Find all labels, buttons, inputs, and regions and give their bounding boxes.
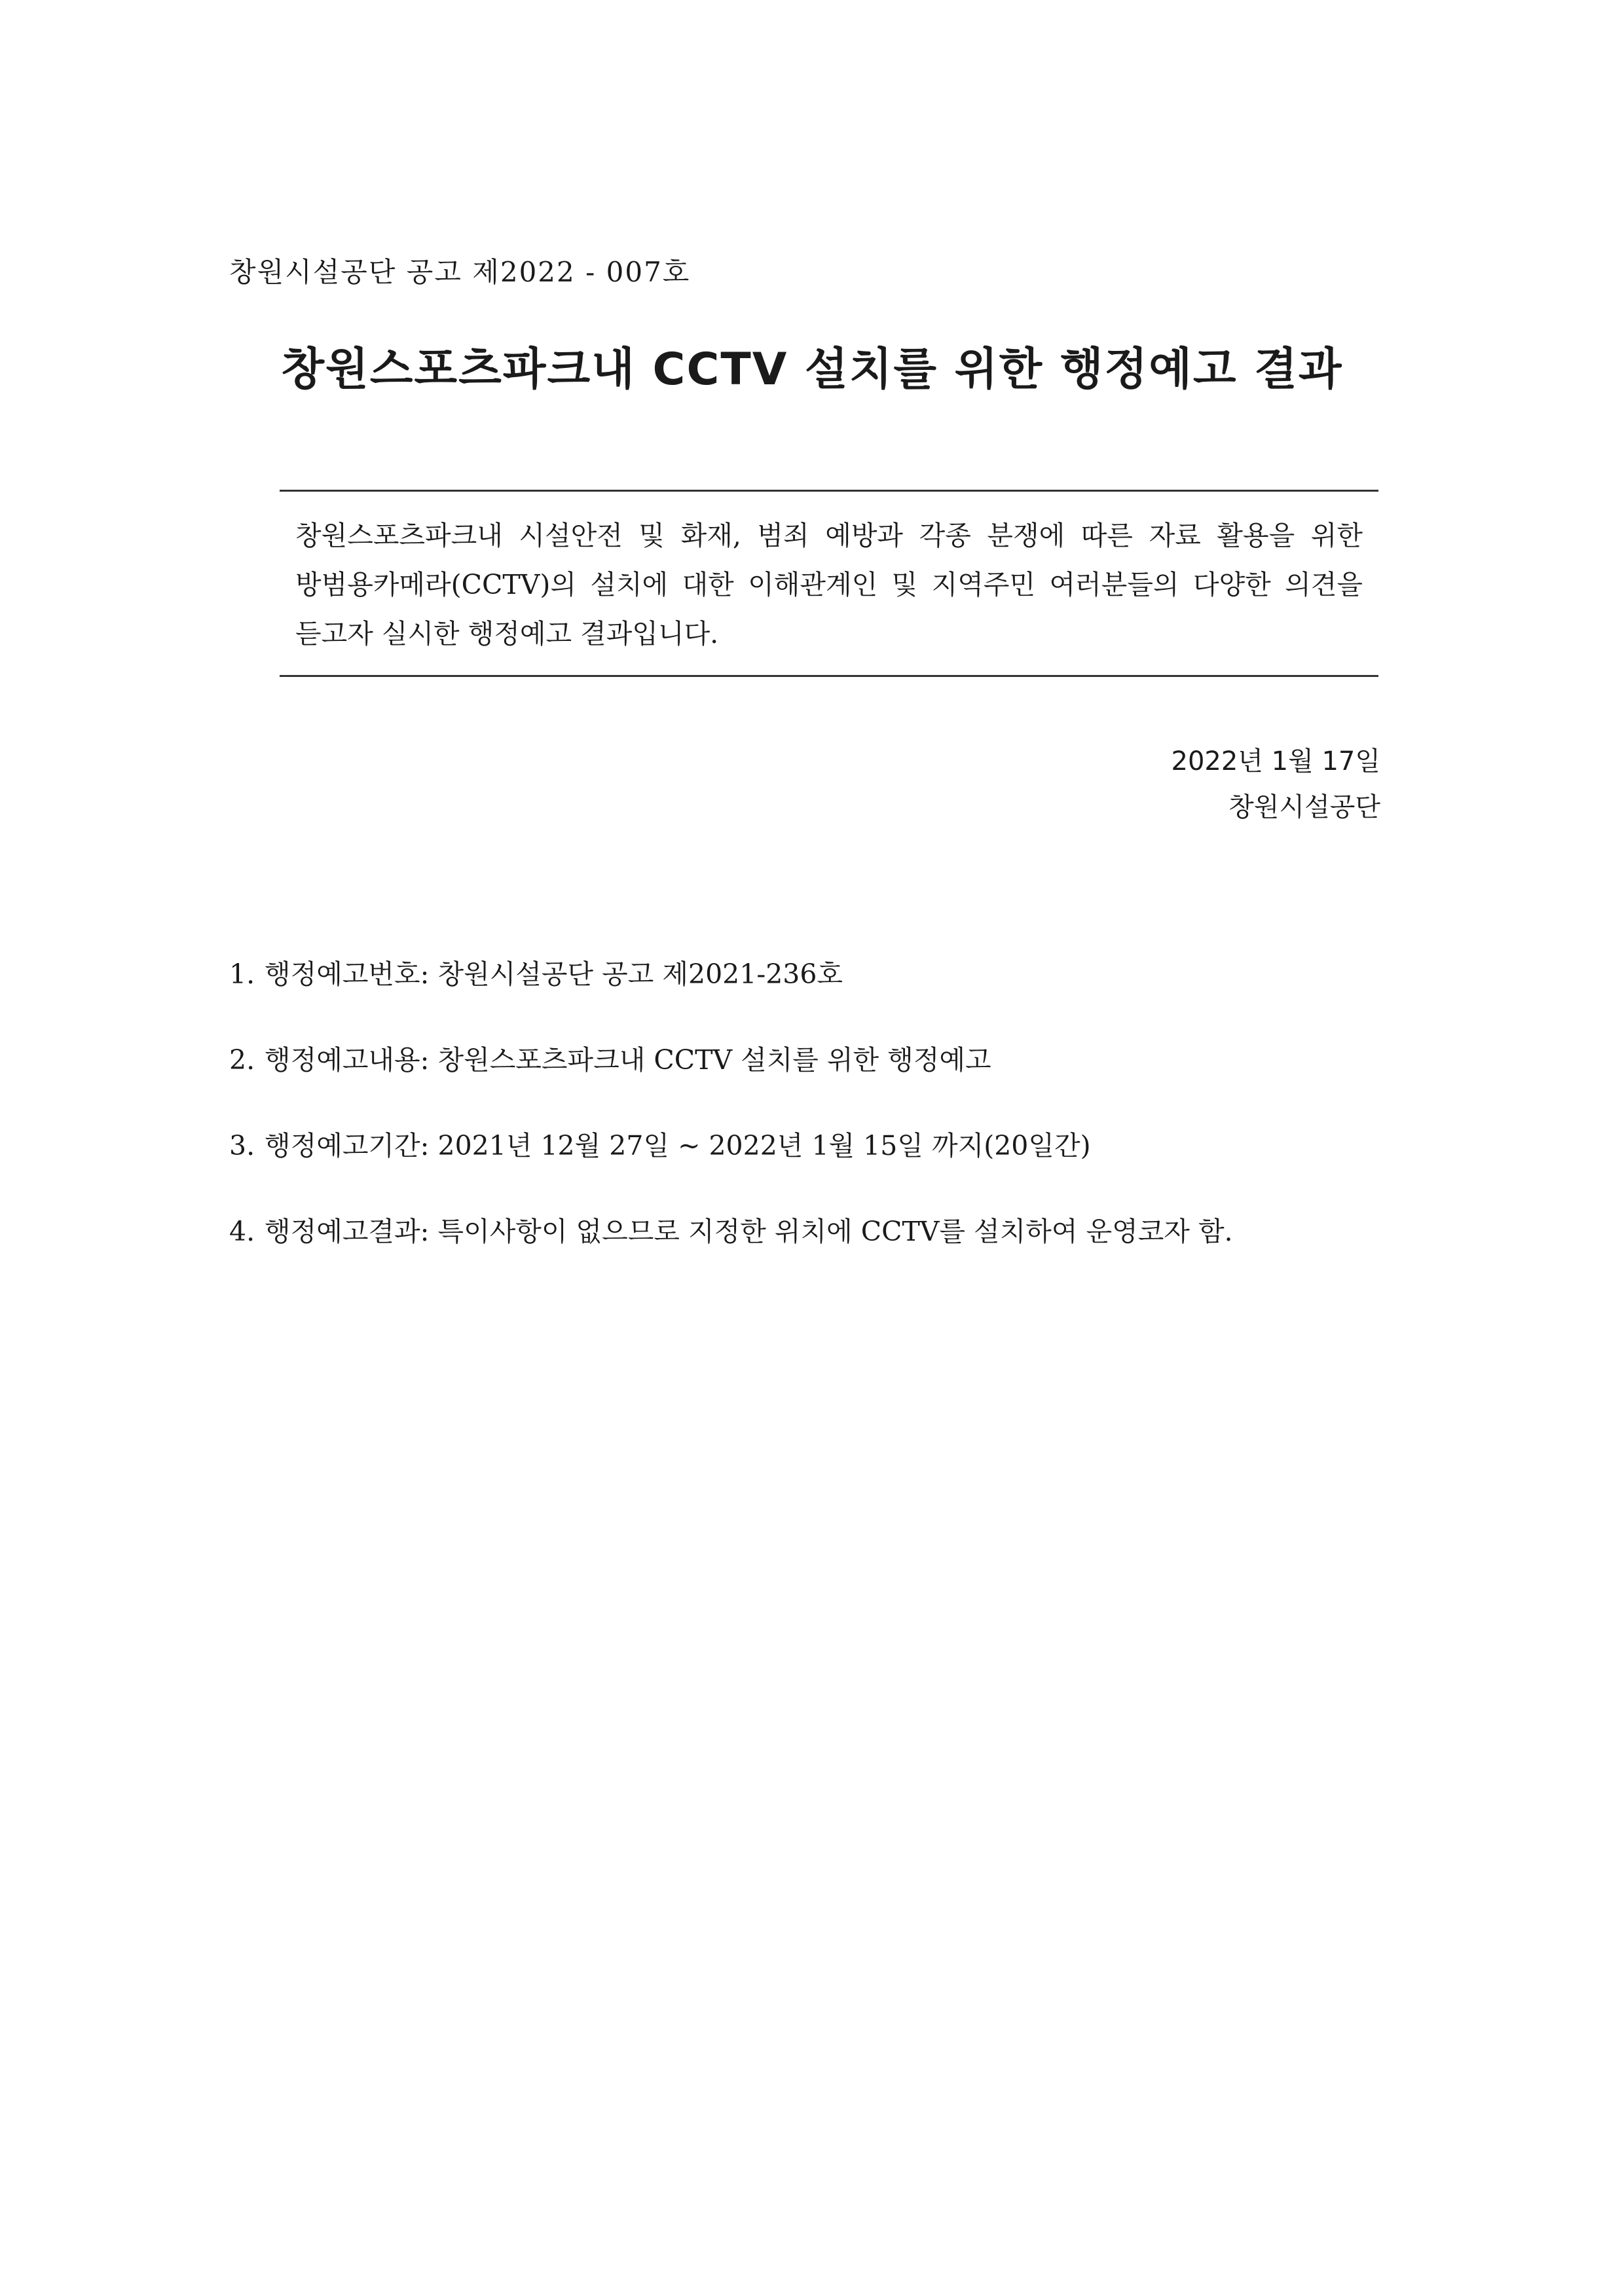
list-item: [229, 1210, 1233, 1296]
list-item: [229, 1124, 1233, 1210]
notice-number: 창원시설공단 공고 제2022 - 007호: [229, 256, 691, 288]
list-item: [229, 953, 1233, 1038]
document-title: 창원스포츠파크내 CCTV 설치를 위한 행정예고 결과: [281, 344, 1343, 395]
list-item: [229, 1038, 1233, 1124]
item-number: 2.: [229, 1044, 255, 1076]
signature-block: [1172, 738, 1381, 830]
item-text: 행정예고번호: 창원시설공단 공고 제2021-236호: [265, 958, 843, 990]
item-text: 행정예고내용: 창원스포츠파크내 CCTV 설치를 위한 행정예고: [265, 1044, 991, 1076]
item-text: 행정예고결과: 특이사항이 없으므로 지정한 위치에 CCTV를 설치하여 운영코자 함.: [265, 1216, 1233, 1247]
issue-date: 2022년 1월 17일: [1171, 746, 1380, 776]
issuer-name: 창원시설공단: [1228, 792, 1380, 822]
item-number: 3.: [229, 1130, 255, 1161]
item-number: 4.: [229, 1216, 255, 1247]
item-number: 1.: [229, 958, 255, 990]
summary-box: [280, 490, 1378, 677]
notice-items-list: [229, 953, 1233, 1296]
item-text: 행정예고기간: 2021년 12월 27일 ~ 2022년 1월 15일 까지(20일간): [265, 1130, 1091, 1161]
summary-text: 창원스포츠파크내 시설안전 및 화재, 범죄 예방과 각종 분쟁에 따른 자료 활용을 위한 방범용카메라(CCTV)의 설치에 대한 이해관계인 및 지역주민 여러분들의 다양한 의견을 듣고자 실시한 행정예고 결과입니다.: [295, 520, 1363, 649]
